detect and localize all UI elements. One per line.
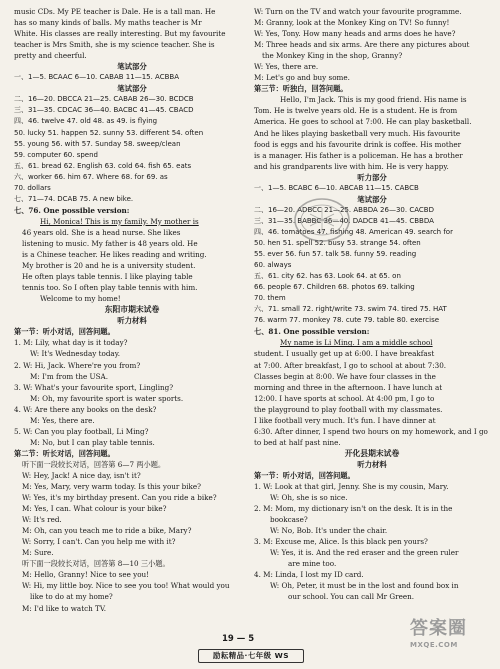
text-line: W: It's Wednesday today. [30, 349, 121, 359]
text-line: 70. them [254, 294, 286, 303]
text-line: W: Oh, she is so nice. [270, 493, 348, 503]
text-line: White. His classes are really interesting. But my favourite [14, 29, 226, 39]
text-line: M: Oh, can you teach me to ride a bike, Mary? [22, 526, 192, 536]
text-line: 笔试部分 [117, 62, 147, 72]
text-line: 听力部分 [357, 172, 387, 182]
text-line: 50. hen 51. spell 52. busy 53. strange 54. often [254, 238, 421, 247]
text-line: 开化县期末试卷 [344, 448, 400, 458]
text-line: the playground to play football with my classmates. [254, 404, 443, 414]
text-line: food is eggs and his favourite drink is coffee. His mother [254, 139, 462, 149]
text-line: 第一节：听小对话，回答问题。 [254, 470, 355, 480]
text-line: 笔试部分 [357, 194, 387, 204]
school-seal-stamp [292, 196, 352, 244]
text-line: 七、81. One possible version: [254, 327, 370, 337]
text-line: 2. M: Mom, my dictionary isn't on the desk. It is in the [254, 504, 453, 514]
text-line: Tom. He is twelve years old. He is a student. He is from [254, 106, 458, 116]
text-line: 三、31—35. BABBC 36—40. DADCB 41—45. CBBDA [254, 216, 434, 225]
text-line: W: Hey, Jack! A nice day, isn't it? [22, 470, 141, 480]
text-line: 四、46. tomatoes 47. fishing 48. American 49. search for [254, 227, 453, 236]
text-line: morning and three in the afternoon. I have lunch at [254, 382, 443, 392]
text-line: Classes begin at 8:00. We have four classes in the [254, 371, 436, 381]
text-line: 第三节：听独白，回答问题。 [254, 84, 348, 94]
text-line: 四、46. twelve 47. old 48. as 49. is flying [14, 117, 158, 126]
text-line: 五、61. bread 62. English 63. cold 64. fish 65. eats [14, 161, 192, 170]
text-line: 6:30. After dinner, I spend two hours on my homework, and I go [254, 426, 488, 436]
series-logo: 励耘精品·七年级 WS [198, 649, 304, 663]
text-line: 听力材料 [357, 459, 387, 469]
text-line: 2. W: Hi, Jack. Where're you from? [14, 360, 141, 370]
text-line: pretty and cheerful. [14, 51, 87, 61]
text-line: listening to music. My father is 48 years old. He [22, 238, 198, 248]
text-line: W: Yes, Tony. How many heads and arms does he have? [254, 29, 456, 39]
text-line: 一、1—5. BCABC 6—10. ABCAB 11—15. CABCB [254, 183, 419, 192]
text-line: bookcase? [270, 515, 308, 525]
text-line: M: Hello, Granny! Nice to see you! [22, 570, 150, 580]
watermark [410, 618, 496, 664]
text-line: 55. ever 56. fun 57. talk 58. funny 59. reading [254, 250, 417, 259]
text-line: W: Turn on the TV and watch your favourite programme. [254, 7, 462, 16]
text-line: W: It's red. [22, 515, 62, 525]
text-line: 4. W: Are there any books on the desk? [14, 404, 157, 414]
text-line: Hi, Monica! This is my family. My mother is [40, 216, 199, 226]
text-line: student. I usually get up at 6:00. I have breakfast [254, 349, 435, 359]
text-line: 三、31—35. CDCAC 36—40. BACBC 41—45. CBACD [14, 106, 194, 115]
text-line: 12:00. I have sports at school. At 4:00 pm, I go to [254, 393, 435, 403]
text-line: M: Sure. [22, 548, 54, 558]
text-line: M: Yes, there are. [30, 415, 95, 425]
text-line: M: Yes, I can. What colour is your bike? [22, 504, 167, 514]
text-line: has so many kinds of balls. My maths teacher is Mr [14, 18, 202, 28]
text-line: 50. lucky 51. happen 52. sunny 53. different 54. often [14, 128, 204, 137]
text-line: 笔试部分 [117, 84, 147, 94]
text-line: M: Yes, Mary, very warm today. Is this your bike? [22, 482, 201, 492]
text-line: W: Yes, it is. And the red eraser and the green ruler [270, 548, 459, 558]
text-line: M: I'm from the USA. [30, 371, 109, 381]
text-line: M: Three heads and six arms. Are there any pictures about [254, 40, 470, 50]
text-line: our school. You can call Mr Green. [288, 592, 414, 602]
text-line: W: Yes, there are. [254, 62, 319, 72]
text-line: the Monkey King in the shop, Granny? [262, 51, 403, 61]
text-line: tennis too. So I often play table tennis with him. [22, 283, 198, 293]
text-line: 66. people 67. Children 68. photos 69. talking [254, 283, 415, 292]
text-line: 七、76. One possible version: [14, 205, 130, 215]
text-line: W: No, Bob. It's under the chair. [270, 526, 388, 536]
text-line: 第二节：听长对话，回答问题。 [14, 448, 115, 458]
text-line: is a Chinese teacher. He likes reading and writing. [22, 250, 207, 260]
text-line: to bed at half past nine. [254, 437, 341, 447]
page-number: 19 — 5 [222, 634, 255, 644]
text-line: is a manager. His father is a policeman. He has a brother [254, 150, 463, 160]
text-line: 59. computer 60. spend [14, 150, 98, 159]
text-line: 60. always [254, 261, 292, 270]
text-line: 七、71—74. DCAB 75. A new bike. [14, 194, 134, 203]
text-line: America. He goes to school at 7:00. He can play basketball. [254, 117, 472, 127]
left-column [14, 6, 250, 614]
text-line: M: I'd like to watch TV. [22, 603, 107, 613]
text-line: M: No, but I can play table tennis. [30, 437, 155, 447]
text-line: W: Hi, my little boy. Nice to see you too! What would you [22, 581, 230, 591]
text-line: My name is Li Ming. I am a middle school [280, 338, 433, 348]
text-line: 二、16—20. ADBCC 21—25. ABBDA 26—30. CACBD [254, 205, 434, 214]
text-line: M: Oh, my favourite sport is water sports. [30, 393, 184, 403]
text-line: Welcome to my home! [40, 294, 121, 304]
text-line: W: Yes, it's my birthday present. Can you ride a bike? [22, 493, 217, 503]
text-line: 五、61. city 62. has 63. Look 64. at 65. on [254, 272, 401, 281]
right-column [254, 6, 490, 603]
text-line: I like football very much. It's fun. I have dinner at [254, 415, 436, 425]
text-line: 3. W: What's your favourite sport, Lingling? [14, 382, 174, 392]
text-line: music CDs. My PE teacher is Dale. He is a tall man. He [14, 7, 216, 16]
text-line: 东阳市期末试卷 [104, 305, 160, 315]
text-line: and his grandparents live with him. He is very happy. [254, 161, 449, 171]
text-line: like to do at my home? [30, 592, 113, 602]
text-line: 第一节：听小对话，回答问题。 [14, 327, 115, 337]
text-line: 76. warm 77. monkey 78. cute 79. table 80. exercise [254, 316, 440, 325]
text-line: 听力材料 [117, 316, 147, 326]
text-line: 70. dollars [14, 183, 51, 192]
text-line: teacher is Mrs Smith, she is my science teacher. She is [14, 40, 215, 50]
text-line: 3. M: Excuse me, Alice. Is this black pen yours? [254, 537, 428, 547]
text-line: 1. W: Look at that girl, Jenny. She is my cousin, Mary. [254, 482, 449, 492]
text-line: W: Sorry, I can't. Can you help me with it? [22, 537, 176, 547]
text-line: And he likes playing basketball very much. His favourite [254, 128, 461, 138]
text-line: are mine too. [288, 559, 337, 569]
text-line: My brother is 20 and he is a university student. [22, 261, 196, 271]
text-line: M: Granny, look at the Monkey King on TV! So funny! [254, 18, 450, 28]
text-line: 55. young 56. with 57. Sunday 58. sweep/clean [14, 139, 181, 148]
text-line: M: Let's go and buy some. [254, 73, 350, 83]
text-line: 4. M: Linda, I lost my ID card. [254, 570, 364, 580]
text-line: 二、16—20. DBCCA 21—25. CABAB 26—30. BCDCB [14, 95, 194, 104]
text-line: Hello, I'm Jack. This is my good friend. His name is [280, 95, 467, 105]
text-line: 听下面一段较长对话，回答第 8—10 三小题。 [22, 559, 170, 569]
text-line: 5. W: Can you play football, Li Ming? [14, 426, 149, 436]
text-line: 六、worker 66. him 67. Where 68. for 69. as [14, 172, 168, 181]
watermark-text: 答案圈 [410, 618, 467, 639]
text-line: He often plays table tennis. I like playing table [22, 272, 193, 282]
text-line: W: Oh, Peter, it must be in the lost and found box in [270, 581, 459, 591]
text-line: 一、1—5. BCAAC 6—10. CABAB 11—15. ACBBA [14, 73, 180, 82]
text-line: 46 years old. She is a head nurse. She likes [22, 227, 181, 237]
text-line: at 7:00. After breakfast, I go to school at about 7:30. [254, 360, 447, 370]
text-line: 六、71. small 72. right/write 73. swim 74. tired 75. HAT [254, 305, 447, 314]
text-line: 1. M: Lily, what day is it today? [14, 338, 128, 348]
watermark-url: MXQE.COM [410, 641, 458, 649]
text-line: 听下面一段较长对话，回答第 6—7 两小题。 [22, 459, 166, 469]
